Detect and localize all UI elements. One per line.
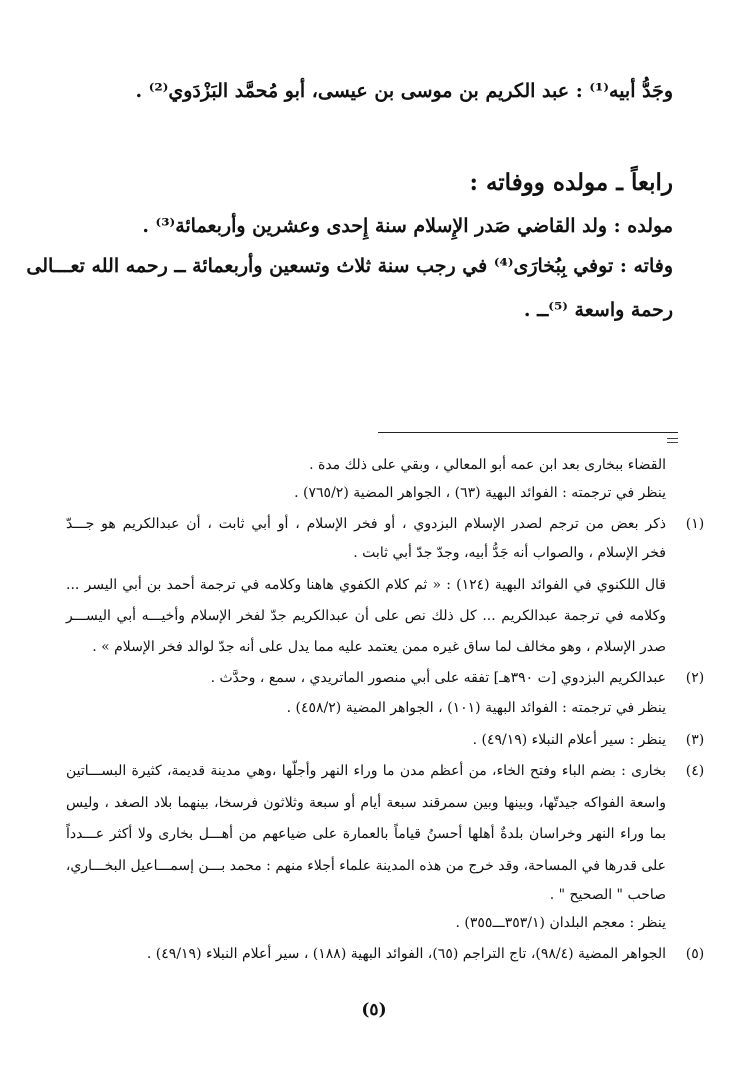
footnote-continuation-line: القضاء ببخارى بعد ابن عمه أبو المعالي ، وبقي على ذلك مدة . xyxy=(309,457,666,473)
death-line-1: وفاته : توفي بِبُخارَى⁽⁴⁾ في رجب سنة ثلاث وتسعين وأربعمائة ــ رحمه الله تعـــالى xyxy=(26,255,673,277)
page-number: (٥) xyxy=(361,1000,387,1020)
footnote-number: (٤) xyxy=(685,763,705,779)
death-line-2: رحمة واسعة ⁽⁵⁾ــ . xyxy=(523,299,673,321)
section-heading: رابعاً ـ مولده ووفاته : xyxy=(469,169,673,196)
footnote-line: قال اللكنوي في الفوائد البهية (١٢٤) : « ثم كلام الكفوي هاهنا وكلامه في ترجمة أحمد بن أبي اليسر ... xyxy=(66,577,666,593)
footnote-line: عبدالكريم البزدوي [ت ٣٩٠هـ] تفقه على أبي منصور الماتريدي ، سمع ، وحدَّث . xyxy=(210,670,666,686)
footnote-line: ينظر : سير أعلام النبلاء (٤٩/١٩) . xyxy=(472,732,666,748)
footnote-line: وكلامه في ترجمة عبدالكريم ... كل ذلك نص على أن عبدالكريم جدّ لفخر الإسلام وأخيـــه أبي اليســـر xyxy=(66,608,666,624)
footnote-line: ينظر : معجم البلدان (٣٥٣/١ـــ٣٥٥) . xyxy=(455,915,666,931)
footnote-number: (١) xyxy=(685,516,705,532)
footnote-line: الجواهر المضية (٩٨/٤)، تاج التراجم (٦٥)، الفوائد البهية (١٨٨) ، سير أعلام النبلاء (٤٩/١٩) . xyxy=(146,946,666,962)
footnote-line: على قدرها في المساحة، وقد خرج من هذه المدينة علماء أجلاء منهم : محمد بـــن إسمـــاعيل البخـــاري، xyxy=(65,858,666,874)
footnote-number: (٢) xyxy=(685,670,705,686)
footnote-line: بما وراء النهر وخراسان بلدةٌ أهلها أحسنُ قياماً بالعمارة على ضياعهم من أهـــل بخارى ولا أكثر عـــدداً xyxy=(66,826,666,842)
footnote-separator xyxy=(378,432,678,433)
ancestry-line: وجَدُّ أبيه⁽¹⁾ : عبد الكريم بن موسى بن عيسى، أبو مُحمَّد البَزْدَوي⁽²⁾ . xyxy=(135,80,673,102)
footnote-line: ينظر في ترجمته : الفوائد البهية (١٠١) ، الجواهر المضية (٤٥٨/٢) . xyxy=(286,700,666,716)
footnote-line: صدر الإسلام ، وهو مخالف لما ساق غيره ممن يعتمد عليه مما يدل على أنه جدّ لوالد فخر الإسلام » . xyxy=(92,639,666,655)
footnote-continuation-line: ينظر في ترجمته : الفوائد البهية (٦٣) ، الجواهر المضية (٧٦٥/٢) . xyxy=(294,485,666,501)
footnote-number: (٣) xyxy=(685,732,705,748)
footnote-number: (٥) xyxy=(685,946,705,962)
footnote-line: ذكر بعض من ترجم لصدر الإسلام البزدوي ، أو فخر الإسلام ، أو أبي ثابت ، أن عبدالكريم هو جـــدّ xyxy=(66,516,666,532)
footnote-line: صاحب " الصحيح " . xyxy=(549,887,666,903)
birth-line: مولده : ولد القاضي صَدر الإِسلام سنة إِحدى وعشرين وأربعمائة⁽³⁾ . xyxy=(142,215,673,237)
footnote-line: بخارى : بضم الباء وفتح الخاء، من أعظم مدن ما وراء النهر وأجلّها ،وهي مدينة قديمة، كثيرة البســـاتين xyxy=(66,763,667,779)
footnote-line: واسعة الفواكه جيدتّها، وبينها وبين سمرقند سبعة أيام أو سبعة وثلاثون فرسخا، بينهما بلاد الصغد ، وليس xyxy=(66,795,666,811)
footnote-line: فخر الإسلام ، والصواب أنه جَدُّ أبيه، وجدّ جدّ أبي ثابت . xyxy=(353,545,666,561)
footnote-separator-mark xyxy=(667,438,678,443)
